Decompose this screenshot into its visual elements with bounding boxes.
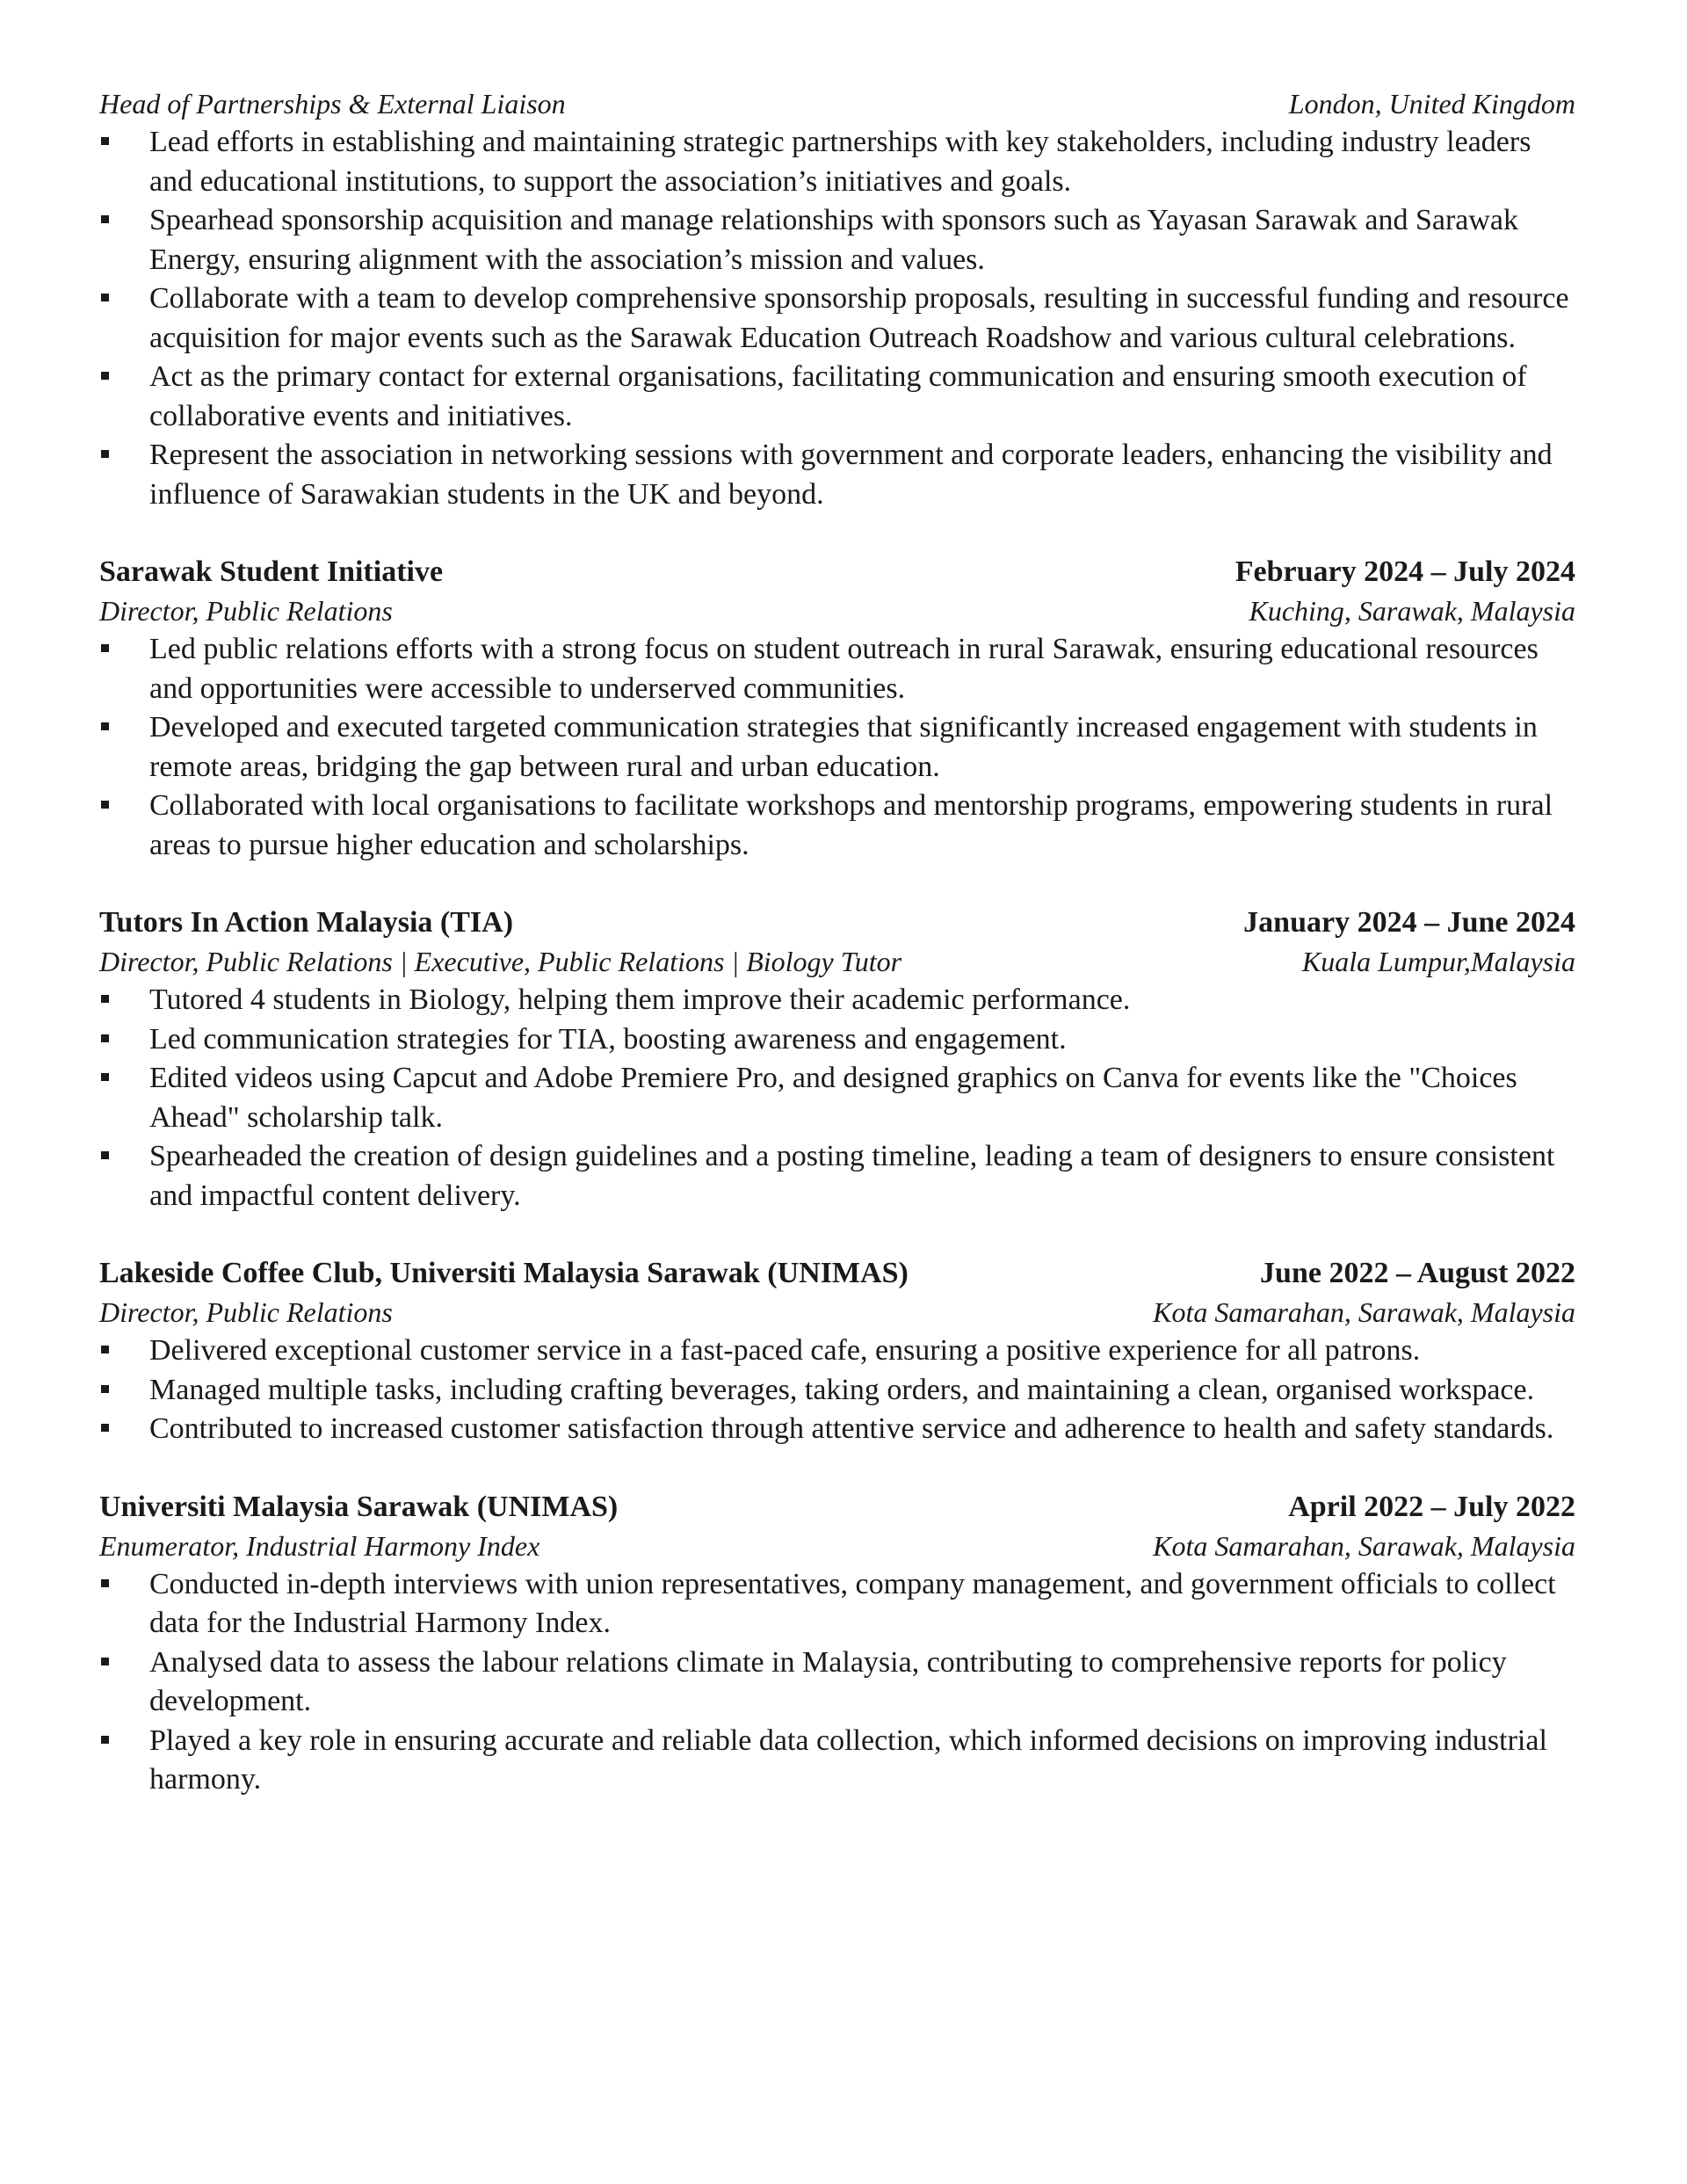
bullet-item xyxy=(99,201,1575,279)
bullet-text: Delivered exceptional customer service in a fast-paced cafe, ensuring a positive experience for all patrons. xyxy=(149,1334,1421,1367)
org-name: Tutors In Action Malaysia (TIA) xyxy=(99,906,514,939)
bullet-item xyxy=(99,279,1575,358)
bullet-text: Conducted in-depth interviews with union representatives, company management, and government officials to collect data for the Industrial Harmony Index. xyxy=(149,1567,1556,1639)
bullet-item xyxy=(99,1643,1575,1722)
org-row xyxy=(99,553,1575,591)
experience-entry xyxy=(99,553,1575,865)
experience-entry xyxy=(99,903,1575,1215)
role-row xyxy=(99,591,1575,630)
bullet-text: Managed multiple tasks, including crafting beverages, taking orders, and maintaining a clean, organised workspace. xyxy=(149,1373,1535,1406)
bullet-item xyxy=(99,981,1575,1020)
dates: February 2024 – July 2024 xyxy=(1234,555,1575,588)
square-bullet-icon xyxy=(101,1424,109,1432)
role-row xyxy=(99,942,1575,981)
square-bullet-icon xyxy=(101,294,109,301)
bullet-text: Collaborated with local organisations to facilitate workshops and mentorship programs, empowering students in rural areas to pursue higher education and scholarships. xyxy=(149,789,1553,861)
experience-entry xyxy=(99,1254,1575,1449)
bullet-text: Represent the association in networking sessions with government and corporate leaders, enhancing the visibility and influence of Sarawakian students in the UK and beyond. xyxy=(149,439,1553,511)
bullet-item xyxy=(99,1410,1575,1449)
square-bullet-icon xyxy=(101,1034,109,1042)
square-bullet-icon xyxy=(101,1346,109,1353)
role-row xyxy=(99,1527,1575,1565)
bullet-item xyxy=(99,436,1575,514)
bullet-text: Edited videos using Capcut and Adobe Premiere Pro, and designed graphics on Canva for events like the "Choices Ahead" scholarship talk. xyxy=(149,1062,1517,1134)
bullet-text: Developed and executed targeted communication strategies that significantly increased engagement with students in remote areas, bridging the gap between rural and urban education. xyxy=(149,711,1538,783)
role-title: Director, Public Relations xyxy=(99,595,393,627)
bullet-item xyxy=(99,1059,1575,1137)
bullet-item xyxy=(99,1137,1575,1215)
bullet-text: Act as the primary contact for external organisations, facilitating communication and ensuring smooth execution of collaborative events and initiatives. xyxy=(149,360,1527,432)
square-bullet-icon xyxy=(101,1151,109,1159)
square-bullet-icon xyxy=(101,801,109,809)
location: Kota Samarahan, Sarawak, Malaysia xyxy=(1153,1296,1575,1328)
org-row xyxy=(99,903,1575,942)
dates: June 2022 – August 2022 xyxy=(1260,1257,1575,1289)
bullet-text: Lead efforts in establishing and maintaining strategic partnerships with key stakeholders, including industry leaders and educational institutions, to support the association’s initiatives and goals. xyxy=(149,126,1531,198)
bullet-text: Spearheaded the creation of design guidelines and a posting timeline, leading a team of designers to ensure consistent and impactful content delivery. xyxy=(149,1140,1555,1212)
location: London, United Kingdom xyxy=(1288,88,1575,120)
bullet-text: Played a key role in ensuring accurate and reliable data collection, which informed decisions on improving industrial harmony. xyxy=(149,1723,1547,1796)
bullet-item xyxy=(99,1722,1575,1800)
resume-page xyxy=(99,84,1575,1800)
dates: April 2022 – July 2022 xyxy=(1288,1490,1575,1523)
bullet-item xyxy=(99,630,1575,708)
square-bullet-icon xyxy=(101,450,109,458)
square-bullet-icon xyxy=(101,1736,109,1744)
role-title: Director, Public Relations | Executive, Public Relations | Biology Tutor xyxy=(99,946,902,977)
location: Kuching, Sarawak, Malaysia xyxy=(1249,595,1575,627)
bullet-list xyxy=(99,1331,1575,1449)
role-title: Head of Partnerships & External Liaison xyxy=(99,88,566,120)
square-bullet-icon xyxy=(101,722,109,730)
bullet-item xyxy=(99,1565,1575,1643)
bullet-item xyxy=(99,787,1575,865)
location: Kota Samarahan, Sarawak, Malaysia xyxy=(1153,1529,1575,1562)
dates: January 2024 – June 2024 xyxy=(1243,906,1575,939)
bullet-item xyxy=(99,123,1575,201)
bullet-text: Contributed to increased customer satisfaction through attentive service and adherence to health and safety standards. xyxy=(149,1412,1554,1445)
org-row xyxy=(99,1254,1575,1293)
bullet-item xyxy=(99,708,1575,787)
bullet-item xyxy=(99,358,1575,436)
square-bullet-icon xyxy=(101,215,109,223)
bullet-list xyxy=(99,630,1575,865)
square-bullet-icon xyxy=(101,995,109,1003)
bullet-text: Analysed data to assess the labour relations climate in Malaysia, contributing to comprehensive reports for policy development. xyxy=(149,1645,1507,1717)
bullet-text: Led public relations efforts with a strong focus on student outreach in rural Sarawak, ensuring educational resources and opportunities were accessible to underserved communities. xyxy=(149,633,1539,705)
square-bullet-icon xyxy=(101,1073,109,1081)
org-name: Universiti Malaysia Sarawak (UNIMAS) xyxy=(99,1490,619,1523)
square-bullet-icon xyxy=(101,1579,109,1587)
square-bullet-icon xyxy=(101,1385,109,1393)
org-name: Sarawak Student Initiative xyxy=(99,555,444,588)
role-row xyxy=(99,84,1575,123)
bullet-list xyxy=(99,981,1575,1215)
experience-entry xyxy=(99,1488,1575,1800)
role-row xyxy=(99,1293,1575,1331)
location: Kuala Lumpur,Malaysia xyxy=(1301,946,1575,977)
experience-entry xyxy=(99,84,1575,514)
bullet-text: Tutored 4 students in Biology, helping them improve their academic performance. xyxy=(149,983,1131,1016)
bullet-text: Collaborate with a team to develop comprehensive sponsorship proposals, resulting in successful funding and resource acquisition for major events such as the Sarawak Education Outreach Roadshow and various cultural celebrations. xyxy=(149,282,1569,354)
square-bullet-icon xyxy=(101,644,109,652)
role-title: Director, Public Relations xyxy=(99,1296,393,1328)
square-bullet-icon xyxy=(101,372,109,380)
bullet-text: Led communication strategies for TIA, boosting awareness and engagement. xyxy=(149,1022,1067,1056)
square-bullet-icon xyxy=(101,137,109,145)
role-title: Enumerator, Industrial Harmony Index xyxy=(99,1529,540,1562)
org-name: Lakeside Coffee Club, Universiti Malaysia Sarawak (UNIMAS) xyxy=(99,1257,909,1289)
bullet-item xyxy=(99,1371,1575,1411)
square-bullet-icon xyxy=(101,1658,109,1665)
bullet-list xyxy=(99,1565,1575,1800)
bullet-list xyxy=(99,123,1575,514)
bullet-item xyxy=(99,1331,1575,1371)
bullet-text: Spearhead sponsorship acquisition and manage relationships with sponsors such as Yayasan Sarawak and Sarawak Energy, ensuring alignment with the association’s mission and values. xyxy=(149,204,1519,276)
bullet-item xyxy=(99,1020,1575,1060)
org-row xyxy=(99,1488,1575,1527)
